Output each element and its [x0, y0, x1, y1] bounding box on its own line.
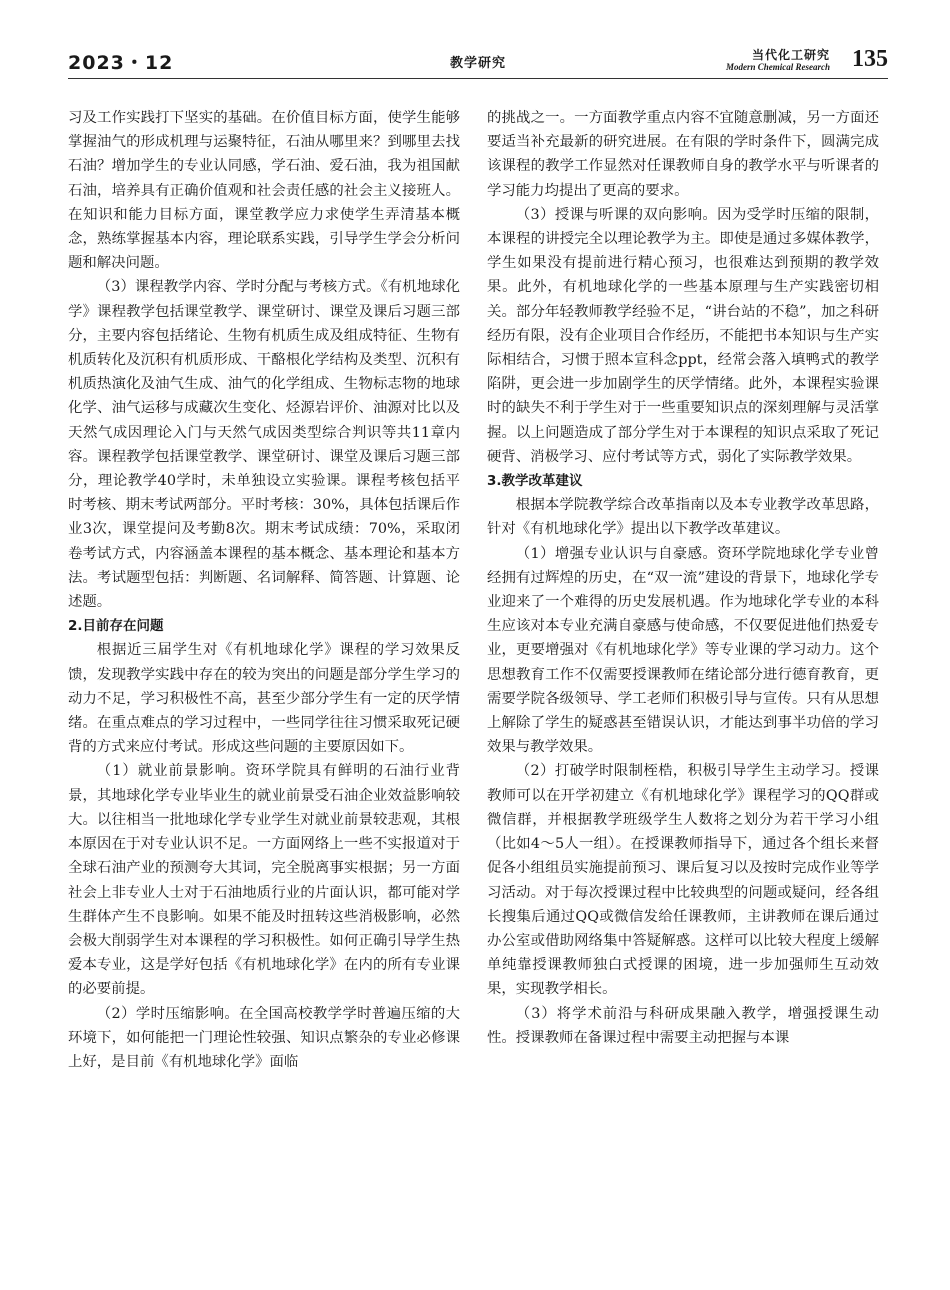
left-column	[68, 106, 460, 1074]
paragraph: （1）就业前景影响。资环学院具有鲜明的石油行业背景，其地球化学专业毕业生的就业前景受石油企业效益影响较大。以往相当一批地球化学专业学生对就业前景较悲观，其根本原因在于对专业认识不足。一方面网络上一些不实报道对于全球石油产业的预测夸大其词，完全脱离事实根据；另一方面社会上非专业人士对于石油地质行业的片面认识，都可能对学生群体产生不良影响。如果不能及时扭转这些消极影响，必然会极大削弱学生对本课程的学习积极性。如何正确引导学生热爱本专业，这是学好包括《有机地球化学》在内的所有专业课的必要前提。	[68, 763, 460, 998]
section-heading: 2.目前存在问题	[68, 618, 164, 635]
header-rule	[68, 78, 888, 79]
page-number: 135	[852, 46, 888, 72]
paragraph: 根据近三届学生对《有机地球化学》课程的学习效果反馈，发现教学实践中存在的较为突出的问题是部分学生学习的动力不足，学习积极性不高，甚至少部分学生有一定的厌学情绪。在重点难点的学习过程中，一些同学往往习惯采取死记硬背的方式来应付考试。形成这些问题的主要原因如下。	[68, 642, 460, 756]
paragraph: （1）增强专业认识与自豪感。资环学院地球化学专业曾经拥有过辉煌的历史，在“双一流”建设的背景下，地球化学专业迎来了一个难得的历史发展机遇。作为地球化学专业的本科生应该对本专业充满自豪感与使命感，不仅要促进他们热爱专业，更要增强对《有机地球化学》等专业课的学习动力。这个思想教育工作不仅需要授课教师在绪论部分进行德育教育，更需要学院各级领导、学工老师们积极引导与宣传。只有从思想上解除了学生的疑惑甚至错误认识，才能达到事半功倍的学习效果与教学效果。	[487, 545, 879, 756]
paragraph: 根据本学院教学综合改革指南以及本专业教学改革思路，针对《有机地球化学》提出以下教学改革建议。	[487, 497, 879, 538]
issue-date: 2023・12	[68, 52, 174, 74]
paragraph: （2）学时压缩影响。在全国高校教学学时普遍压缩的大环境下，如何能把一门理论性较强、知识点繁杂的专业必修课上好，是目前《有机地球化学》面临	[68, 1005, 460, 1070]
paragraph: 的挑战之一。一方面教学重点内容不宜随意删减，另一方面还要适当补充最新的研究进展。在有限的学时条件下，圆满完成该课程的教学工作显然对任课教师自身的教学水平与听课者的学习能力均提出了更高的要求。	[487, 110, 879, 199]
journal-name	[726, 48, 830, 73]
right-column	[487, 106, 879, 1050]
paragraph: （3）将学术前沿与科研成果融入教学，增强授课生动性。授课教师在备课过程中需要主动把握与本课	[487, 1005, 879, 1046]
paragraph: 习及工作实践打下坚实的基础。在价值目标方面，使学生能够掌握油气的形成机理与运聚特征，石油从哪里来？到哪里去找石油？增加学生的专业认同感，学石油、爱石油，我为祖国献石油，培养具有正确价值观和社会责任感的社会主义接班人。在知识和能力目标方面，课堂教学应力求使学生弄清基本概念，熟练掌握基本内容，理论联系实践，引导学生学会分析问题和解决问题。	[68, 110, 460, 272]
paragraph: （3）授课与听课的双向影响。因为受学时压缩的限制，本课程的讲授完全以理论教学为主。即使是通过多媒体教学，学生如果没有提前进行精心预习，也很难达到预期的教学效果。此外，有机地球化学的一些基本原理与生产实践密切相关。部分年轻教师教学经验不足，“讲台站的不稳”，加之科研经历有限，没有企业项目合作经历，不能把书本知识与生产实际相结合，习惯于照本宣科念ppt，经常会落入填鸭式的教学陷阱，更会进一步加剧学生的厌学情绪。此外，本课程实验课时的缺失不利于学生对于一些重要知识点的深刻理解与灵活掌握。以上问题造成了部分学生对于本课程的知识点采取了死记硬背、消极学习、应付考试等方式，弱化了实际教学效果。	[487, 206, 879, 465]
journal-name-en: Modern Chemical Research	[725, 62, 830, 72]
page-header	[68, 46, 888, 80]
section-title: 教学研究	[449, 56, 506, 71]
paragraph: （3）课程教学内容、学时分配与考核方式。《有机地球化学》课程教学包括课堂教学、课堂研讨、课堂及课后习题三部分，主要内容包括绪论、生物有机质生成及组成特征、生物有机质转化及沉积有机质形成、干酪根化学结构及类型、沉积有机质热演化及油气生成、油气的化学组成、生物标志物的地球化学、油气运移与成藏次生变化、烃源岩评价、油源对比以及天然气成因理论入门与天然气成因类型综合判识等共11章内容。课程教学包括课堂教学、课堂研讨、课堂及课后习题三部分，理论教学40学时，未单独设立实验课。课程考核包括平时考核、期末考试两部分。平时考核：30%，具体包括课后作业3次，课堂提问及考勤8次。期末考试成绩：70%，采取闭卷考试方式，内容涵盖本课程的基本概念、基本理论和基本方法。考试题型包括：判断题、名词解释、简答题、计算题、论述题。	[68, 279, 460, 611]
section-heading: 3.教学改革建议	[487, 473, 583, 490]
journal-name-cn: 当代化工研究	[751, 48, 830, 62]
paragraph: （2）打破学时限制桎梏，积极引导学生主动学习。授课教师可以在开学初建立《有机地球化学》课程学习的QQ群或微信群，并根据教学班级学生人数将之划分为若干学习小组（比如4～5人一组）。在授课教师指导下，通过各个组长来督促各小组组员实施提前预习、课后复习以及按时完成作业等学习活动。对于每次授课过程中比较典型的问题或疑问，经各组长搜集后通过QQ或微信发给任课教师，主讲教师在课后通过办公室或借助网络集中答疑解惑。这样可以比较大程度上缓解单纯靠授课教师独白式授课的困境，进一步加强师生互动效果，实现教学相长。	[487, 763, 879, 998]
